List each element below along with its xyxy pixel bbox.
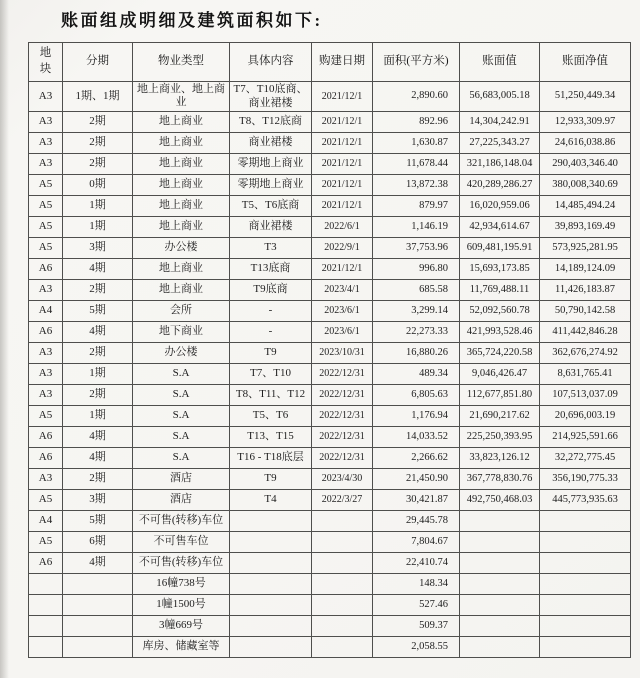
table-cell: 零期地上商业 xyxy=(230,174,312,195)
table-cell: 16,880.26 xyxy=(373,342,460,363)
table-cell: 地上商业 xyxy=(133,111,230,132)
table-row xyxy=(29,384,631,405)
table-cell: 地上商业、地上商业 xyxy=(133,82,230,112)
table-cell: 2021/12/1 xyxy=(312,111,373,132)
table-cell: 1期 xyxy=(63,363,133,384)
table-cell xyxy=(63,636,133,657)
table-cell xyxy=(312,636,373,657)
table-cell: 2023/6/1 xyxy=(312,300,373,321)
table-cell: T7、T10底商、商业裙楼 xyxy=(230,82,312,112)
table-cell: 2期 xyxy=(63,342,133,363)
table-cell: S.A xyxy=(133,363,230,384)
table-cell: 16幢738号 xyxy=(133,573,230,594)
table-cell: - xyxy=(230,300,312,321)
table-row xyxy=(29,342,631,363)
table-cell xyxy=(230,531,312,552)
table-cell: 3期 xyxy=(63,237,133,258)
table-cell: 356,190,775.33 xyxy=(540,468,631,489)
table-cell: 4期 xyxy=(63,552,133,573)
table-cell: 214,925,591.66 xyxy=(540,426,631,447)
table-cell: T9 xyxy=(230,342,312,363)
table-cell: 1期 xyxy=(63,216,133,237)
table-cell: A5 xyxy=(29,531,63,552)
table-cell: T8、T12底商 xyxy=(230,111,312,132)
table-cell: 2022/12/31 xyxy=(312,426,373,447)
table-cell xyxy=(540,615,631,636)
table-row xyxy=(29,279,631,300)
table-cell: A6 xyxy=(29,447,63,468)
table-cell xyxy=(29,573,63,594)
table-cell xyxy=(230,636,312,657)
column-header: 地块 xyxy=(29,43,63,82)
table-cell: 2期 xyxy=(63,279,133,300)
table-row xyxy=(29,531,631,552)
table-cell: 24,616,038.86 xyxy=(540,132,631,153)
table-cell: 7,804.67 xyxy=(373,531,460,552)
table-cell: 地上商业 xyxy=(133,216,230,237)
table-cell: T5、T6底商 xyxy=(230,195,312,216)
table-cell: 420,289,286.27 xyxy=(460,174,540,195)
book-value-area-table xyxy=(28,42,631,658)
table-cell: 2023/10/31 xyxy=(312,342,373,363)
table-cell: 365,724,220.58 xyxy=(460,342,540,363)
table-cell: 51,250,449.34 xyxy=(540,82,631,112)
table-cell xyxy=(312,552,373,573)
table-cell: 商业裙楼 xyxy=(230,216,312,237)
table-cell xyxy=(312,573,373,594)
table-cell: A4 xyxy=(29,300,63,321)
table-row xyxy=(29,468,631,489)
table-row xyxy=(29,237,631,258)
table-cell: A5 xyxy=(29,489,63,510)
table-cell: 0期 xyxy=(63,174,133,195)
table-cell: 5期 xyxy=(63,300,133,321)
table-cell: 290,403,346.40 xyxy=(540,153,631,174)
table-cell: 零期地上商业 xyxy=(230,153,312,174)
table-cell: 地上商业 xyxy=(133,132,230,153)
table-cell: T13、T15 xyxy=(230,426,312,447)
table-row xyxy=(29,216,631,237)
table-cell: 地上商业 xyxy=(133,174,230,195)
table-row xyxy=(29,321,631,342)
table-row xyxy=(29,426,631,447)
table-cell: 2期 xyxy=(63,153,133,174)
table-cell: T9底商 xyxy=(230,279,312,300)
table-cell: 6期 xyxy=(63,531,133,552)
table-cell: 37,753.96 xyxy=(373,237,460,258)
table-cell: 11,678.44 xyxy=(373,153,460,174)
table-cell xyxy=(230,615,312,636)
table-cell: 6,805.63 xyxy=(373,384,460,405)
table-cell: 509.37 xyxy=(373,615,460,636)
table-cell: 地上商业 xyxy=(133,195,230,216)
table-cell: 225,250,393.95 xyxy=(460,426,540,447)
column-header: 分期 xyxy=(63,43,133,82)
table-cell: 33,823,126.12 xyxy=(460,447,540,468)
table-cell xyxy=(460,615,540,636)
table-cell: 996.80 xyxy=(373,258,460,279)
table-cell xyxy=(63,615,133,636)
table-cell: 107,513,037.09 xyxy=(540,384,631,405)
table-cell: A6 xyxy=(29,321,63,342)
table-cell xyxy=(63,594,133,615)
table-head xyxy=(29,43,631,82)
table-row xyxy=(29,300,631,321)
table-cell: 32,272,775.45 xyxy=(540,447,631,468)
table-cell: 2022/12/31 xyxy=(312,363,373,384)
table-cell: 14,033.52 xyxy=(373,426,460,447)
table-cell: 14,485,494.24 xyxy=(540,195,631,216)
table-cell: 492,750,468.03 xyxy=(460,489,540,510)
table-cell xyxy=(312,594,373,615)
table-cell: S.A xyxy=(133,426,230,447)
table-cell: 2021/12/1 xyxy=(312,82,373,112)
table-cell: 16,020,959.06 xyxy=(460,195,540,216)
table-cell: 酒店 xyxy=(133,489,230,510)
table-cell xyxy=(460,636,540,657)
table-cell: A3 xyxy=(29,132,63,153)
table-cell xyxy=(312,531,373,552)
table-cell: T16 - T18底层 xyxy=(230,447,312,468)
table-cell: 2021/12/1 xyxy=(312,153,373,174)
table-cell: 14,189,124.09 xyxy=(540,258,631,279)
table-cell: 9,046,426.47 xyxy=(460,363,540,384)
table-cell: 2,266.62 xyxy=(373,447,460,468)
table-cell: 地上商业 xyxy=(133,258,230,279)
table-cell: 1期、1期 xyxy=(63,82,133,112)
column-header: 物业类型 xyxy=(133,43,230,82)
table-cell: A3 xyxy=(29,342,63,363)
table-row xyxy=(29,405,631,426)
table-cell: 50,790,142.58 xyxy=(540,300,631,321)
table-cell: 2期 xyxy=(63,384,133,405)
table-cell: 2022/12/31 xyxy=(312,384,373,405)
table-cell: 11,769,488.11 xyxy=(460,279,540,300)
table-cell xyxy=(29,636,63,657)
table-cell: 地上商业 xyxy=(133,279,230,300)
table-cell: S.A xyxy=(133,405,230,426)
table-cell: 1,176.94 xyxy=(373,405,460,426)
table-row xyxy=(29,258,631,279)
table-cell xyxy=(460,573,540,594)
table-row xyxy=(29,594,631,615)
table-cell: A5 xyxy=(29,195,63,216)
table-cell: 380,008,340.69 xyxy=(540,174,631,195)
table-cell: A5 xyxy=(29,174,63,195)
table-cell: 5期 xyxy=(63,510,133,531)
table-cell: 29,445.78 xyxy=(373,510,460,531)
table-cell: T13底商 xyxy=(230,258,312,279)
table-cell: T9 xyxy=(230,468,312,489)
table-cell: 527.46 xyxy=(373,594,460,615)
table-row xyxy=(29,636,631,657)
table-cell: 421,993,528.46 xyxy=(460,321,540,342)
table-cell: 411,442,846.28 xyxy=(540,321,631,342)
table-cell: 22,410.74 xyxy=(373,552,460,573)
table-cell: S.A xyxy=(133,447,230,468)
table-cell: 商业裙楼 xyxy=(230,132,312,153)
table-body xyxy=(29,82,631,658)
table-cell: 地下商业 xyxy=(133,321,230,342)
table-cell: T8、T11、T12 xyxy=(230,384,312,405)
table-cell xyxy=(460,552,540,573)
table-cell xyxy=(540,573,631,594)
table-cell: 8,631,765.41 xyxy=(540,363,631,384)
column-header: 面积(平方米) xyxy=(373,43,460,82)
table-cell: 办公楼 xyxy=(133,237,230,258)
table-cell xyxy=(540,510,631,531)
table-cell: 685.58 xyxy=(373,279,460,300)
table-cell: 321,186,148.04 xyxy=(460,153,540,174)
table-cell: 573,925,281.95 xyxy=(540,237,631,258)
table-row xyxy=(29,195,631,216)
table-cell: 22,273.33 xyxy=(373,321,460,342)
table-cell: A5 xyxy=(29,405,63,426)
column-header: 账面净值 xyxy=(540,43,631,82)
table-cell: T5、T6 xyxy=(230,405,312,426)
table-cell xyxy=(230,573,312,594)
table-cell: 会所 xyxy=(133,300,230,321)
table-cell: 3幢669号 xyxy=(133,615,230,636)
table-row xyxy=(29,82,631,112)
table-cell xyxy=(230,594,312,615)
table-cell: 4期 xyxy=(63,447,133,468)
table-cell: 15,693,173.85 xyxy=(460,258,540,279)
table-row xyxy=(29,132,631,153)
table-cell: 2,058.55 xyxy=(373,636,460,657)
table-cell: 2022/9/1 xyxy=(312,237,373,258)
table-cell: - xyxy=(230,321,312,342)
table-cell: 2023/6/1 xyxy=(312,321,373,342)
table-cell: A3 xyxy=(29,111,63,132)
scan-edge-shading xyxy=(0,0,9,678)
table-row xyxy=(29,489,631,510)
table-cell xyxy=(29,615,63,636)
column-header: 账面值 xyxy=(460,43,540,82)
table-cell: 52,092,560.78 xyxy=(460,300,540,321)
table-cell xyxy=(230,510,312,531)
table-cell: T3 xyxy=(230,237,312,258)
table-cell: 4期 xyxy=(63,426,133,447)
table-cell: 2022/12/31 xyxy=(312,447,373,468)
table-cell: A3 xyxy=(29,384,63,405)
table-cell: 362,676,274.92 xyxy=(540,342,631,363)
table-cell xyxy=(29,594,63,615)
table-cell xyxy=(460,594,540,615)
column-header: 具体内容 xyxy=(230,43,312,82)
table-cell: 20,696,003.19 xyxy=(540,405,631,426)
table-cell: 609,481,195.91 xyxy=(460,237,540,258)
table-cell xyxy=(460,531,540,552)
table-cell xyxy=(312,510,373,531)
table-cell: T7、T10 xyxy=(230,363,312,384)
table-cell: 2023/4/30 xyxy=(312,468,373,489)
table-cell: 2021/12/1 xyxy=(312,195,373,216)
table-cell: 3,299.14 xyxy=(373,300,460,321)
table-cell: 445,773,935.63 xyxy=(540,489,631,510)
table-row xyxy=(29,573,631,594)
table-cell: A3 xyxy=(29,82,63,112)
table-cell: A3 xyxy=(29,363,63,384)
table-cell xyxy=(540,594,631,615)
table-cell xyxy=(230,552,312,573)
table-cell: 2023/4/1 xyxy=(312,279,373,300)
table-cell: 不可售(转移)车位 xyxy=(133,510,230,531)
table-cell: 2022/6/1 xyxy=(312,216,373,237)
table-cell: 2022/12/31 xyxy=(312,405,373,426)
table-cell xyxy=(312,615,373,636)
table-cell: 4期 xyxy=(63,321,133,342)
table-cell: T4 xyxy=(230,489,312,510)
table-cell: S.A xyxy=(133,384,230,405)
table-row xyxy=(29,153,631,174)
page-title: 账面组成明细及建筑面积如下: xyxy=(61,11,323,30)
table-cell: A3 xyxy=(29,279,63,300)
table-cell: 2021/12/1 xyxy=(312,132,373,153)
table-cell: 13,872.38 xyxy=(373,174,460,195)
table-cell xyxy=(460,510,540,531)
table-cell: A5 xyxy=(29,237,63,258)
table-cell: 4期 xyxy=(63,258,133,279)
table-cell: A4 xyxy=(29,510,63,531)
table-cell: A5 xyxy=(29,216,63,237)
table-cell: 3期 xyxy=(63,489,133,510)
table-cell: 办公楼 xyxy=(133,342,230,363)
table-cell: 1幢1500号 xyxy=(133,594,230,615)
table-cell: 14,304,242.91 xyxy=(460,111,540,132)
table-cell: A3 xyxy=(29,468,63,489)
table-cell: 2022/3/27 xyxy=(312,489,373,510)
table-row xyxy=(29,363,631,384)
table-cell: 27,225,343.27 xyxy=(460,132,540,153)
table-cell xyxy=(540,552,631,573)
table-cell: 30,421.87 xyxy=(373,489,460,510)
table-cell: 39,893,169.49 xyxy=(540,216,631,237)
table-cell: 2,890.60 xyxy=(373,82,460,112)
table-cell: A6 xyxy=(29,552,63,573)
table-cell: 892.96 xyxy=(373,111,460,132)
table-cell: 367,778,830.76 xyxy=(460,468,540,489)
table-cell: 148.34 xyxy=(373,573,460,594)
table-cell: 11,426,183.87 xyxy=(540,279,631,300)
table-cell: 489.34 xyxy=(373,363,460,384)
table-row xyxy=(29,552,631,573)
table-cell: A6 xyxy=(29,258,63,279)
table-row xyxy=(29,111,631,132)
table-row xyxy=(29,510,631,531)
table-cell: 112,677,851.80 xyxy=(460,384,540,405)
table-cell xyxy=(63,573,133,594)
table-cell: 1期 xyxy=(63,405,133,426)
table-cell: 879.97 xyxy=(373,195,460,216)
table-cell: 42,934,614.67 xyxy=(460,216,540,237)
table-cell: 2期 xyxy=(63,132,133,153)
table-cell: 21,450.90 xyxy=(373,468,460,489)
table-row xyxy=(29,447,631,468)
table-cell: 21,690,217.62 xyxy=(460,405,540,426)
table-cell: A3 xyxy=(29,153,63,174)
table-cell: 地上商业 xyxy=(133,153,230,174)
table-cell: 不可售车位 xyxy=(133,531,230,552)
table-cell: 2期 xyxy=(63,468,133,489)
table-cell: 1,630.87 xyxy=(373,132,460,153)
table-cell: 2021/12/1 xyxy=(312,174,373,195)
table-cell: 不可售(转移)车位 xyxy=(133,552,230,573)
table-cell: 2期 xyxy=(63,111,133,132)
column-header: 购建日期 xyxy=(312,43,373,82)
table-cell xyxy=(540,531,631,552)
table-cell: 12,933,309.97 xyxy=(540,111,631,132)
table-cell: 库房、储藏室等 xyxy=(133,636,230,657)
table-cell: 1,146.19 xyxy=(373,216,460,237)
table-cell xyxy=(540,636,631,657)
table-cell: 酒店 xyxy=(133,468,230,489)
table-row xyxy=(29,174,631,195)
header-row xyxy=(29,43,631,82)
table-cell: 2021/12/1 xyxy=(312,258,373,279)
table-row xyxy=(29,615,631,636)
table-cell: 56,683,005.18 xyxy=(460,82,540,112)
table-cell: 1期 xyxy=(63,195,133,216)
table-cell: A6 xyxy=(29,426,63,447)
